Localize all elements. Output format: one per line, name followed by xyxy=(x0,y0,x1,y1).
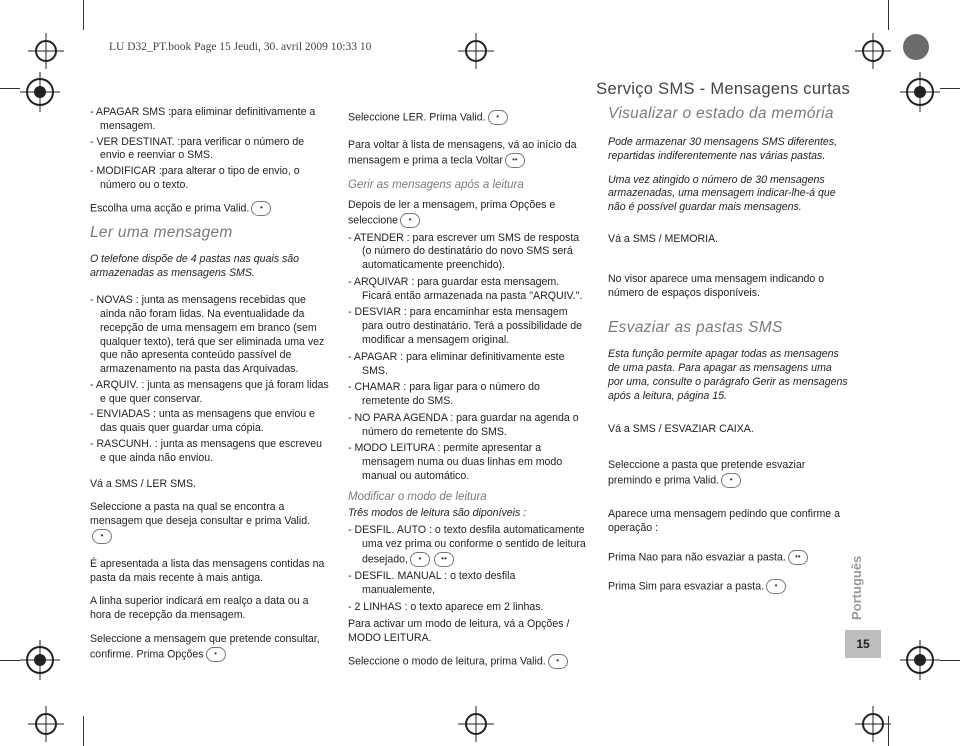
list-item: - DESVIAR : para encaminhar esta mensagem para outro destinatário. Terá a possibilidade de modificar a mensagem original. xyxy=(348,306,583,347)
registration-mark-right-middle xyxy=(900,72,940,112)
list-item: - VER DESTINAT. :para verificar o número de envio e reenviar o SMS. xyxy=(90,135,305,162)
paragraph: Esta função permite apagar todas as mensagens de uma pasta. Para apagar as mensagens uma por uma, consulte o parágrafo Gerir as mensagens após a leitura, página 15. xyxy=(608,348,848,402)
paragraph: É apresentada a lista das mensagens contidas na pasta da mais recente à mais antiga. xyxy=(90,557,325,584)
registration-mark-top-center xyxy=(458,33,494,69)
registration-mark-top-left xyxy=(28,33,64,69)
paragraph: Vá a SMS / LER SMS. xyxy=(90,477,196,490)
crop-line xyxy=(940,88,960,89)
list-item: - RASCUNH. : junta as mensagens que escreveu e que ainda não enviou. xyxy=(90,437,322,464)
paragraph: Vá a SMS / ESVAZIAR CAIXA. xyxy=(608,423,754,436)
list-item: Prima Sim para esvaziar a pasta. • xyxy=(608,579,848,594)
yes-key-icon: • xyxy=(766,579,786,594)
section-heading: Visualizar o estado da memória xyxy=(608,105,834,122)
crop-line xyxy=(940,660,960,661)
crop-line xyxy=(83,716,84,746)
language-tab-label: Português xyxy=(849,555,864,620)
column-middle xyxy=(348,110,588,676)
paragraph: Escolha uma acção e prima Valid. • xyxy=(90,201,330,216)
list-item: - MODO LEITURA : permite apresentar a mensagem numa ou duas linhas em modo manual ou automático. xyxy=(348,442,563,482)
options-key-icon: • xyxy=(400,213,420,228)
registration-mark-bottom-center xyxy=(458,706,494,742)
paragraph: Seleccione a pasta que pretende esvaziar premindo e prima Valid. • xyxy=(608,459,806,487)
section-heading: Ler uma mensagem xyxy=(90,223,233,241)
paragraph: Para activar um modo de leitura, vá a Opções / MODO LEITURA. xyxy=(348,618,570,645)
list-item: - MODIFICAR :para alterar o tipo de envio, o número ou o texto. xyxy=(90,165,300,191)
list-item: - APAGAR : para eliminar definitivamente este SMS. xyxy=(348,350,565,377)
list-item: - 2 LINHAS : o texto aparece em 2 linhas. xyxy=(348,600,544,613)
registration-mark-bottom-left xyxy=(28,706,64,742)
down-key-icon: •• xyxy=(434,552,454,567)
paragraph: No visor aparece uma mensagem indicando o número de espaços disponíveis. xyxy=(608,272,825,299)
crop-line xyxy=(83,0,84,30)
list-item: - NOVAS : junta as mensagens recebidas que ainda não foram lidas. Na eventualidade da recepção de uma mensagem em branco (sem qualquer texto), terá que ser eliminada uma vez que não apresenta conteúdo passível de armazenamento na pasta das Arquivadas. xyxy=(90,294,325,376)
up-key-icon: • xyxy=(410,552,430,567)
list-item: - ENVIADAS : unta as mensagens que enviou e das quais quer guardar uma cópia. xyxy=(90,408,315,435)
section-heading: Esvaziar as pastas SMS xyxy=(608,319,783,337)
column-right xyxy=(608,104,848,597)
registration-mark-bottom-right xyxy=(855,706,891,742)
list-item: - APAGAR SMS :para eliminar definitivamente a mensagem. xyxy=(90,106,316,132)
registration-mark-left-low xyxy=(20,640,60,680)
section-title: Serviço SMS - Mensagens curtas xyxy=(596,80,850,98)
crop-line xyxy=(0,88,20,89)
no-key-icon: •• xyxy=(788,550,808,565)
section-heading: Gerir as mensagens após a leitura xyxy=(348,178,524,191)
paragraph: O telefone dispõe de 4 pastas nas quais são armazenadas as mensagens SMS. xyxy=(90,252,300,279)
paragraph: Aparece uma mensagem pedindo que confirme a operação : xyxy=(608,508,841,534)
paragraph: Seleccione a pasta na qual se encontra a mensagem que deseja consultar e prima Valid.• xyxy=(90,501,330,544)
registration-mark-right-low xyxy=(900,640,940,680)
list-item: - CHAMAR : para ligar para o número do remetente do SMS. xyxy=(348,381,540,408)
valid-key-icon: • xyxy=(488,110,508,125)
paragraph: Vá a SMS / MEMORIA. xyxy=(608,232,719,245)
section-heading: Modificar o modo de leitura xyxy=(348,490,487,503)
list-item: - ARQUIVAR : para guardar esta mensagem. Ficará então armazenada na pasta "ARQUIV.". xyxy=(348,275,583,302)
list-item: - ATENDER : para escrever um SMS de resposta (o número do destinatário do novo SMS será automaticamente preenchido). xyxy=(348,231,580,272)
list-item: - DESFIL. MANUAL : o texto desfila manualemente, xyxy=(348,569,516,596)
valid-key-icon: • xyxy=(721,473,741,488)
paragraph: Pode armazenar 30 mensagens SMS diferentes, repartidas indiferentemente nas várias pastas. xyxy=(608,136,838,162)
valid-key-icon: • xyxy=(548,654,568,669)
paragraph: Para voltar à lista de mensagens, vá ao início da mensagem e prima a tecla Voltar •• xyxy=(348,139,577,167)
list-item: - ARQUIV. : junta as mensagens que já foram lidas e que quer conservar. xyxy=(90,378,329,405)
language-tab xyxy=(845,548,881,628)
paragraph: Depois de ler a mensagem, prima Opções e seleccione • xyxy=(348,198,556,226)
list-item: Prima Nao para não esvaziar a pasta. •• xyxy=(608,550,848,565)
paragraph: Seleccione o modo de leitura, prima Valid. • xyxy=(348,654,588,669)
column-left xyxy=(90,106,330,669)
registration-mark-top-right xyxy=(855,33,891,69)
color-calibration-mark xyxy=(903,34,929,60)
options-key-icon: • xyxy=(206,647,226,662)
valid-key-icon: • xyxy=(251,201,271,216)
book-header-line: LU D32_PT.book Page 15 Jeudi, 30. avril 2009 10:33 10 xyxy=(109,41,372,53)
page-number: 15 xyxy=(845,630,881,658)
paragraph: A linha superior indicará em realço a data ou a hora de recepção da mensagem. xyxy=(90,595,309,622)
list-item: - NO PARA AGENDA : para guardar na agenda o número do remetente do SMS. xyxy=(348,411,579,438)
list-item: - DESFIL. AUTO : o texto desfila automaticamente uma vez prima ou conforme o sentido de leitura desejado, • •• xyxy=(348,524,586,566)
back-key-icon: •• xyxy=(505,153,525,168)
crop-line xyxy=(888,716,889,746)
paragraph: Seleccione a mensagem que pretende consultar, confirme. Prima Opções • xyxy=(90,632,320,660)
registration-mark-left-middle xyxy=(20,72,60,112)
crop-line xyxy=(888,0,889,30)
paragraph: Três modos de leitura são diponíveis : xyxy=(348,506,527,519)
valid-key-icon: • xyxy=(92,529,112,544)
paragraph: Seleccione LER. Prima Valid. • xyxy=(348,110,588,125)
crop-line xyxy=(0,660,20,661)
paragraph: Uma vez atingido o número de 30 mensagens armazenadas, uma mensagem indicar-lhe-á que não é possível guardar mais mensagens. xyxy=(608,173,836,214)
